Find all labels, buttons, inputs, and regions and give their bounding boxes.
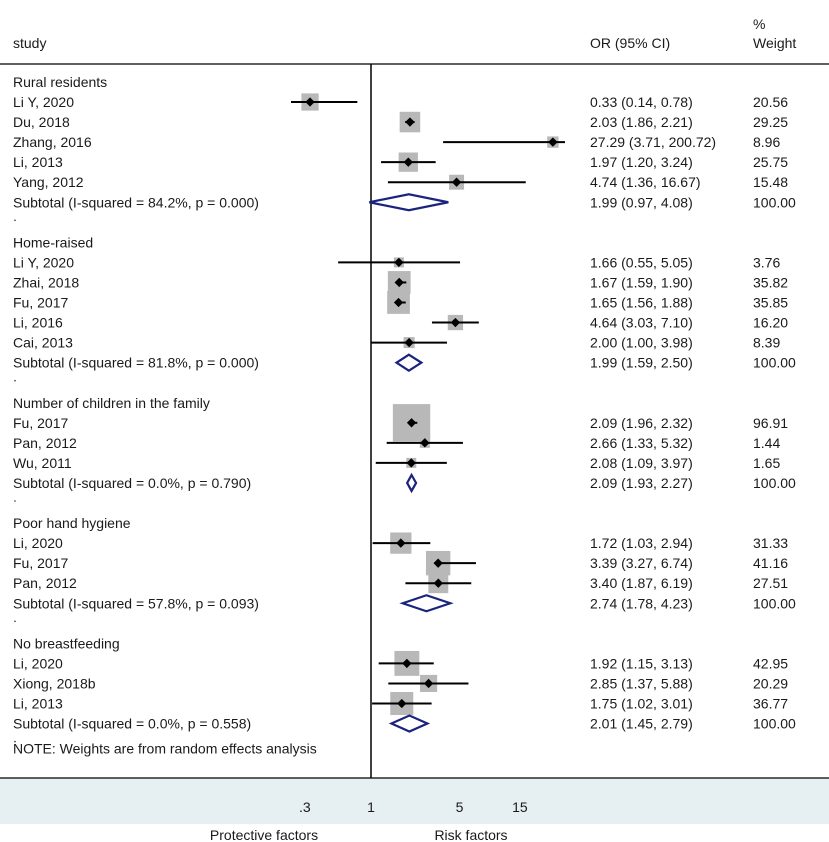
study-name: Zhai, 2018	[13, 274, 80, 291]
x-tick-label: 1	[367, 799, 375, 815]
study-or-ci: 27.29 (3.71, 200.72)	[590, 134, 717, 151]
study-weight: 35.82	[753, 274, 789, 291]
subtotal-label: Subtotal (I-squared = 0.0%, p = 0.790)	[13, 474, 252, 491]
study-name: Li, 2016	[13, 314, 63, 331]
study-weight: 96.91	[753, 414, 789, 431]
subtotal-or-ci: 2.01 (1.45, 2.79)	[590, 715, 693, 732]
study-name: Cai, 2013	[13, 334, 73, 351]
study-or-ci: 1.97 (1.20, 3.24)	[590, 154, 693, 171]
subtotal-weight: 100.00	[753, 354, 796, 371]
study-weight: 41.16	[753, 555, 789, 572]
group-spacer	[14, 220, 16, 222]
study-or-ci: 1.67 (1.59, 1.90)	[590, 274, 693, 291]
study-name: Li, 2013	[13, 695, 63, 712]
study-name: Li Y, 2020	[13, 94, 74, 110]
study-weight: 1.65	[753, 454, 781, 471]
subtotal-label: Subtotal (I-squared = 84.2%, p = 0.000)	[13, 194, 259, 211]
study-weight: 16.20	[753, 314, 789, 331]
study-or-ci: 1.75 (1.02, 3.01)	[590, 695, 693, 712]
study-weight: 25.75	[753, 154, 789, 171]
study-name: Li, 2020	[13, 535, 63, 552]
subtotal-label: Subtotal (I-squared = 81.8%, p = 0.000)	[13, 354, 259, 371]
subtotal-diamond	[397, 355, 422, 371]
subtotal-diamond	[369, 194, 448, 210]
study-or-ci: 1.65 (1.56, 1.88)	[590, 294, 693, 311]
study-weight: 27.51	[753, 575, 789, 592]
study-or-ci: 2.09 (1.96, 2.32)	[590, 414, 693, 431]
study-or-ci: 2.66 (1.33, 5.32)	[590, 434, 693, 451]
study-weight: 20.29	[753, 675, 789, 692]
group-spacer	[14, 380, 16, 382]
header-or-ci: OR (95% CI)	[590, 35, 671, 51]
subtotal-weight: 100.00	[753, 474, 796, 491]
subtotal-diamond	[407, 475, 416, 491]
study-weight: 20.56	[753, 94, 789, 110]
study-or-ci: 2.03 (1.86, 2.21)	[590, 114, 693, 131]
study-weight: 42.95	[753, 655, 789, 672]
study-name: Fu, 2017	[13, 555, 69, 572]
study-or-ci: 0.33 (0.14, 0.78)	[590, 94, 693, 110]
study-or-ci: 3.39 (3.27, 6.74)	[590, 555, 693, 572]
study-or-ci: 1.72 (1.03, 2.94)	[590, 535, 693, 552]
axis-band	[0, 778, 829, 824]
study-or-ci: 2.08 (1.09, 3.97)	[590, 454, 693, 471]
study-weight: 29.25	[753, 114, 789, 131]
group-heading: Rural residents	[13, 73, 108, 90]
group-heading: Home-raised	[13, 234, 94, 251]
study-name: Fu, 2017	[13, 414, 69, 431]
study-weight: 35.85	[753, 294, 789, 311]
group-spacer	[14, 621, 16, 623]
x-axis-label-risk: Risk factors	[434, 827, 508, 842]
x-tick-label: .3	[298, 799, 311, 815]
study-name: Li, 2020	[13, 655, 63, 672]
study-weight: 8.39	[753, 334, 781, 351]
group-spacer	[14, 500, 16, 502]
study-or-ci: 1.92 (1.15, 3.13)	[590, 655, 693, 672]
subtotal-or-ci: 2.74 (1.78, 4.23)	[590, 595, 693, 612]
study-name: Li, 2013	[13, 154, 63, 171]
header-weight-percent: %	[753, 16, 766, 32]
x-tick-label: 15	[512, 799, 528, 815]
study-name: Yang, 2012	[13, 174, 84, 191]
study-or-ci: 2.00 (1.00, 3.98)	[590, 334, 693, 351]
study-or-ci: 1.66 (0.55, 5.05)	[590, 254, 693, 271]
study-weight: 36.77	[753, 695, 789, 712]
group-heading: Poor hand hygiene	[13, 515, 131, 532]
header-weight: Weight	[753, 35, 797, 51]
subtotal-weight: 100.00	[753, 715, 796, 732]
subtotal-or-ci: 1.99 (1.59, 2.50)	[590, 354, 693, 371]
group-heading: Number of children in the family	[13, 394, 210, 411]
subtotal-or-ci: 1.99 (0.97, 4.08)	[590, 194, 693, 211]
study-name: Fu, 2017	[13, 294, 69, 311]
study-name: Xiong, 2018b	[13, 675, 96, 692]
study-or-ci: 2.85 (1.37, 5.88)	[590, 675, 693, 692]
study-name: Pan, 2012	[13, 575, 77, 592]
study-weight: 3.76	[753, 254, 781, 271]
study-or-ci: 4.74 (1.36, 16.67)	[590, 174, 701, 191]
study-name: Wu, 2011	[13, 454, 72, 471]
subtotal-weight: 100.00	[753, 595, 796, 612]
note: NOTE: Weights are from random effects analysis	[13, 740, 317, 757]
group-heading: No breastfeeding	[13, 635, 120, 652]
x-axis-label-protective: Protective factors	[209, 827, 319, 842]
subtotal-diamond	[403, 595, 451, 611]
subtotal-label: Subtotal (I-squared = 57.8%, p = 0.093)	[13, 595, 259, 612]
x-tick-label: 5	[455, 799, 464, 815]
study-or-ci: 4.64 (3.03, 7.10)	[590, 314, 693, 331]
subtotal-label: Subtotal (I-squared = 0.0%, p = 0.558)	[13, 715, 252, 732]
study-weight: 15.48	[753, 174, 789, 191]
study-name: Du, 2018	[13, 114, 70, 131]
study-weight: 31.33	[753, 535, 789, 552]
study-weight: 1.44	[753, 434, 781, 451]
study-name: Li Y, 2020	[13, 254, 74, 271]
study-name: Pan, 2012	[13, 434, 77, 451]
study-weight: 8.96	[753, 134, 781, 151]
subtotal-or-ci: 2.09 (1.93, 2.27)	[590, 474, 693, 491]
header-study: study	[13, 35, 47, 51]
study-or-ci: 3.40 (1.87, 6.19)	[590, 575, 693, 592]
subtotal-diamond	[391, 716, 427, 732]
subtotal-weight: 100.00	[753, 194, 796, 211]
study-name: Zhang, 2016	[13, 134, 92, 151]
